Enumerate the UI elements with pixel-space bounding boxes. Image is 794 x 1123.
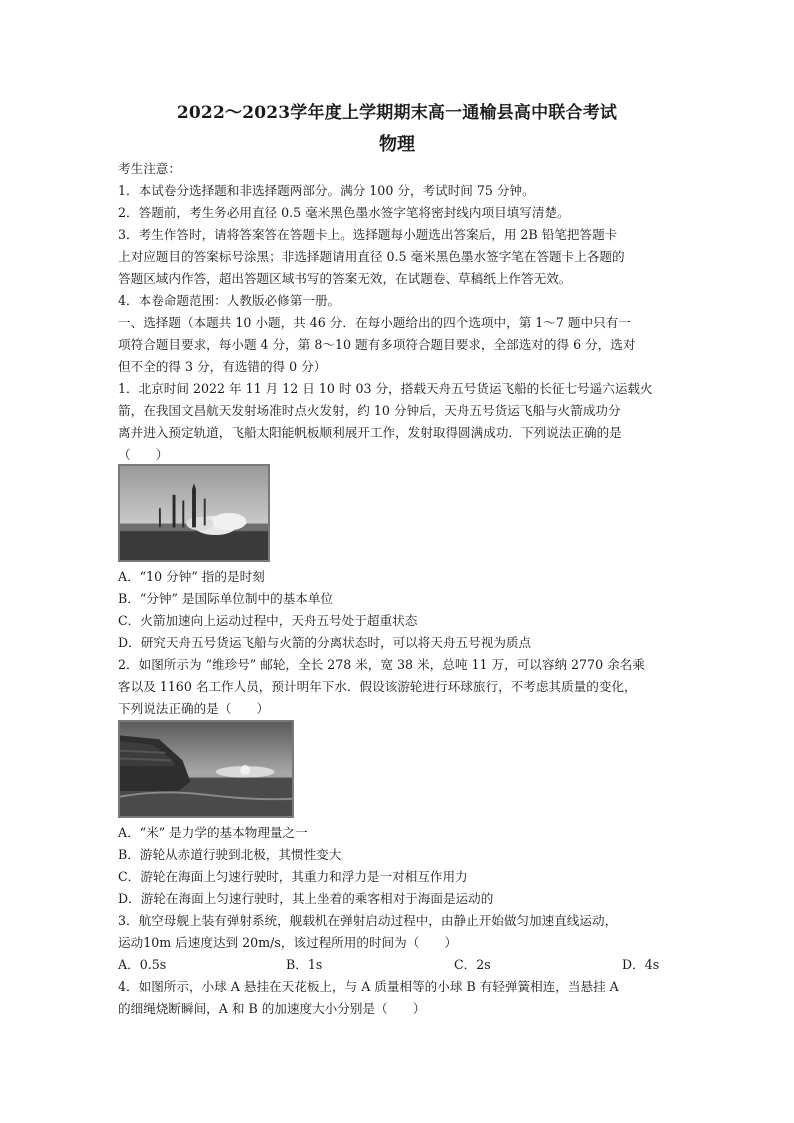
notice-item: 2．答题前，考生务必用直径 0.5 毫米黑色墨水签字笔将密封线内项目填写清楚。 <box>118 205 570 220</box>
q3-option-c: C．2s <box>454 957 491 972</box>
q3-option-a: A．0.5s <box>118 957 167 972</box>
rocket-launch-photo <box>118 464 270 562</box>
notice-heading: 考生注意： <box>118 161 181 176</box>
q3-stem: 运动10m 后速度达到 20m/s，该过程所用的时间为（ ） <box>118 935 458 950</box>
q3-stem: 3．航空母舰上装有弹射系统，舰载机在弹射启动过程中，由静止开始做匀加速直线运动， <box>118 913 618 928</box>
section-instruction: 但不全的得 3 分，有选错的得 0 分） <box>118 359 327 374</box>
exam-title: 2022～2023学年度上学期期末高一通榆县高中联合考试 <box>176 103 618 123</box>
q2-option-a: A．“米” 是力学的基本物理量之一 <box>118 825 308 840</box>
q1-stem: 离并进入预定轨道，飞船太阳能帆板顺利展开工作，发射取得圆满成功．下列说法正确的是 <box>118 425 622 440</box>
notice-item: 3．考生作答时，请将答案答在答题卡上。选择题每小题选出答案后，用 2B 铅笔把答题卡 <box>118 227 618 242</box>
q1-stem: 箭，在我国文昌航天发射场准时点火发射，约 10 分钟后，天舟五号货运飞船与火箭成功分 <box>118 403 621 418</box>
q1-option-c: C．火箭加速向上运动过程中，天舟五号处于超重状态 <box>118 613 418 628</box>
notice-item: 答题区域内作答，超出答题区域书写的答案无效，在试题卷、草稿纸上作答无效。 <box>118 271 572 286</box>
cruise-ship-photo <box>118 720 294 818</box>
subject-title: 物理 <box>379 134 415 155</box>
q2-stem: 下列说法正确的是（ ） <box>118 701 270 716</box>
q1-option-b: B．“分钟” 是国际单位制中的基本单位 <box>118 591 334 606</box>
q4-stem: 的细绳烧断瞬间，A 和 B 的加速度大小分别是（ ） <box>118 1001 426 1016</box>
q3-option-d: D．4s <box>622 957 660 972</box>
q1-stem: 1．北京时间 2022 年 11 月 12 日 10 时 03 分，搭载天舟五号货运飞船的长征七号遥六运载火 <box>118 381 653 396</box>
notice-item: 1．本试卷分选择题和非选择题两部分。满分 100 分，考试时间 75 分钟。 <box>118 183 535 198</box>
q4-stem: 4．如图所示，小球 A 悬挂在天花板上，与 A 质量相等的小球 B 有轻弹簧相连，当悬挂 A <box>118 979 619 994</box>
notice-item: 上对应题目的答案标号涂黑；非选择题请用直径 0.5 毫米黑色墨水签字笔在答题卡上各题的 <box>118 249 625 264</box>
q2-stem: 2．如图所示为 “维珍号” 邮轮，全长 278 米，宽 38 米，总吨 11 万，可以容纳 2770 余名乘 <box>118 657 645 672</box>
section-instruction: 项符合题目要求，每小题 4 分，第 8～10 题有多项符合题目要求，全部选对的得 6 分，选对 <box>118 337 636 352</box>
q2-stem: 客以及 1160 名工作人员，预计明年下水．假设该游轮进行环球旅行，不考虑其质量的变化， <box>118 679 637 694</box>
section-instruction: 一、选择题（本题共 10 小题，共 46 分．在每小题给出的四个选项中，第 1～7 题中只有一 <box>118 315 631 330</box>
notice-item: 4．本卷命题范围：人教版必修第一册。 <box>118 293 341 308</box>
q1-option-d: D．研究天舟五号货运飞船与火箭的分离状态时，可以将天舟五号视为质点 <box>118 635 532 650</box>
q1-stem: （ ） <box>118 447 169 462</box>
q3-option-b: B．1s <box>286 957 323 972</box>
q2-option-b: B．游轮从赤道行驶到北极，其惯性变大 <box>118 847 342 862</box>
q2-option-d: D．游轮在海面上匀速行驶时，其上坐着的乘客相对于海面是运动的 <box>118 891 494 906</box>
q2-option-c: C．游轮在海面上匀速行驶时，其重力和浮力是一对相互作用力 <box>118 869 468 884</box>
q3-options-row <box>118 954 678 976</box>
q1-option-a: A．“10 分钟” 指的是时刻 <box>118 569 265 584</box>
